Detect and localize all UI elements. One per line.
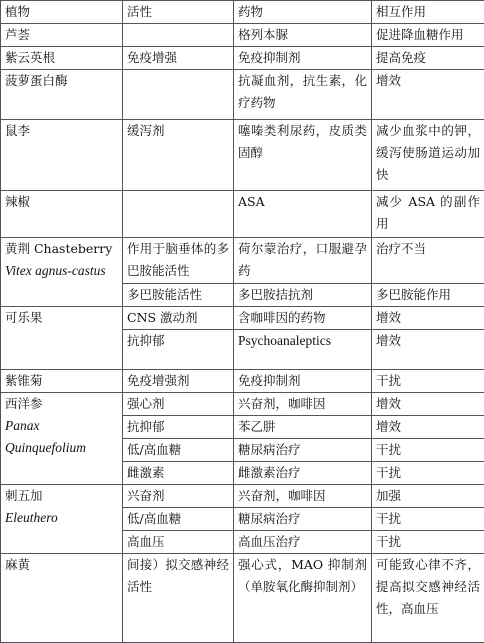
cell-plant: 麻黄 <box>1 554 123 643</box>
cell-drug: 兴奋剂，咖啡因 <box>234 485 372 508</box>
cell-activity: 间接）拟交感神经活性 <box>123 554 234 643</box>
plant-latin-name: Quinquefolium <box>5 437 118 459</box>
cell-activity <box>123 70 234 120</box>
cell-activity: 多巴胺能活性 <box>123 284 234 307</box>
cell-activity: 兴奋剂 <box>123 485 234 508</box>
table-row <box>1 238 484 284</box>
table-row <box>1 120 484 191</box>
cell-activity <box>123 191 234 238</box>
cell-interaction: 增效 <box>372 416 484 439</box>
cell-plant: 鼠李 <box>1 120 123 191</box>
cell-interaction: 多巴胺能作用 <box>372 284 484 307</box>
cell-activity: 抗抑郁 <box>123 330 234 370</box>
cell-drug: ASA <box>234 191 372 238</box>
cell-plant: 紫云英根 <box>1 47 123 70</box>
cell-drug: 抗凝血剂，抗生素，化疗药物 <box>234 70 372 120</box>
cell-drug: 免疫抑制剂 <box>234 370 372 393</box>
cell-drug: 多巴胺拮抗剂 <box>234 284 372 307</box>
cell-interaction: 治疗不当 <box>372 238 484 284</box>
cell-activity: 免疫增强剂 <box>123 370 234 393</box>
cell-plant <box>1 485 123 554</box>
cell-plant <box>1 238 123 307</box>
cell-interaction: 增效 <box>372 393 484 416</box>
cell-activity: 作用于脑垂体的多巴胺能活性 <box>123 238 234 284</box>
cell-activity <box>123 24 234 47</box>
cell-drug: 兴奋剂，咖啡因 <box>234 393 372 416</box>
cell-activity: CNS 激动剂 <box>123 307 234 330</box>
cell-drug: 糖尿病治疗 <box>234 508 372 531</box>
cell-plant <box>1 393 123 485</box>
table-row <box>1 191 484 238</box>
cell-interaction: 促进降血糖作用 <box>372 24 484 47</box>
table-row <box>1 24 484 47</box>
cell-drug: 强心式，MAO 抑制剂（单胺氧化酶抑制剂） <box>234 554 372 643</box>
plant-name: 黄荆 Chasteberry <box>5 238 118 260</box>
plant-name: 刺五加 <box>5 485 118 507</box>
cell-activity: 强心剂 <box>123 393 234 416</box>
cell-plant: 紫锥菊 <box>1 370 123 393</box>
cell-interaction: 减少血浆中的钾，缓泻使肠道运动加快 <box>372 120 484 191</box>
table-row <box>1 485 484 508</box>
table-row <box>1 70 484 120</box>
cell-activity: 低/高血糖 <box>123 439 234 462</box>
plant-name: 西洋参 <box>5 393 118 415</box>
cell-interaction: 增效 <box>372 330 484 370</box>
cell-interaction: 可能致心律不齐，提高拟交感神经活性，高血压 <box>372 554 484 643</box>
cell-activity: 低/高血糖 <box>123 508 234 531</box>
cell-interaction: 干扰 <box>372 439 484 462</box>
cell-plant: 芦荟 <box>1 24 123 47</box>
header-drug: 药物 <box>234 1 372 24</box>
header-plant: 植物 <box>1 1 123 24</box>
plant-latin-name: Panax <box>5 415 118 437</box>
table-header-row <box>1 1 484 24</box>
cell-drug: Psychoanaleptics <box>234 330 372 370</box>
cell-plant: 辣椒 <box>1 191 123 238</box>
cell-plant: 可乐果 <box>1 307 123 370</box>
header-activity: 活性 <box>123 1 234 24</box>
cell-drug: 噻嗪类利尿药，皮质类固醇 <box>234 120 372 191</box>
cell-interaction: 增效 <box>372 70 484 120</box>
cell-drug: 免疫抑制剂 <box>234 47 372 70</box>
cell-interaction: 增效 <box>372 307 484 330</box>
cell-interaction: 加强 <box>372 485 484 508</box>
header-interaction: 相互作用 <box>372 1 484 24</box>
cell-interaction: 干扰 <box>372 462 484 485</box>
cell-interaction: 提高免疫 <box>372 47 484 70</box>
table-row <box>1 307 484 330</box>
cell-plant: 菠萝蛋白酶 <box>1 70 123 120</box>
cell-drug: 雌激素治疗 <box>234 462 372 485</box>
cell-drug: 荷尔蒙治疗，口服避孕药 <box>234 238 372 284</box>
cell-interaction: 干扰 <box>372 531 484 554</box>
cell-drug: 糖尿病治疗 <box>234 439 372 462</box>
cell-activity: 雌激素 <box>123 462 234 485</box>
cell-interaction: 干扰 <box>372 508 484 531</box>
table-row <box>1 393 484 416</box>
cell-interaction: 减少 ASA 的副作用 <box>372 191 484 238</box>
plant-latin-name: Vitex agnus-castus <box>5 260 118 282</box>
cell-activity: 缓泻剂 <box>123 120 234 191</box>
cell-drug: 格列本脲 <box>234 24 372 47</box>
cell-interaction: 干扰 <box>372 370 484 393</box>
cell-activity: 高血压 <box>123 531 234 554</box>
table-row <box>1 370 484 393</box>
cell-drug: 含咖啡因的药物 <box>234 307 372 330</box>
cell-drug: 苯乙肼 <box>234 416 372 439</box>
plant-latin-name: Eleuthero <box>5 507 118 529</box>
table-row <box>1 554 484 643</box>
cell-activity: 抗抑郁 <box>123 416 234 439</box>
cell-activity: 免疫增强 <box>123 47 234 70</box>
cell-drug: 高血压治疗 <box>234 531 372 554</box>
table-row <box>1 47 484 70</box>
